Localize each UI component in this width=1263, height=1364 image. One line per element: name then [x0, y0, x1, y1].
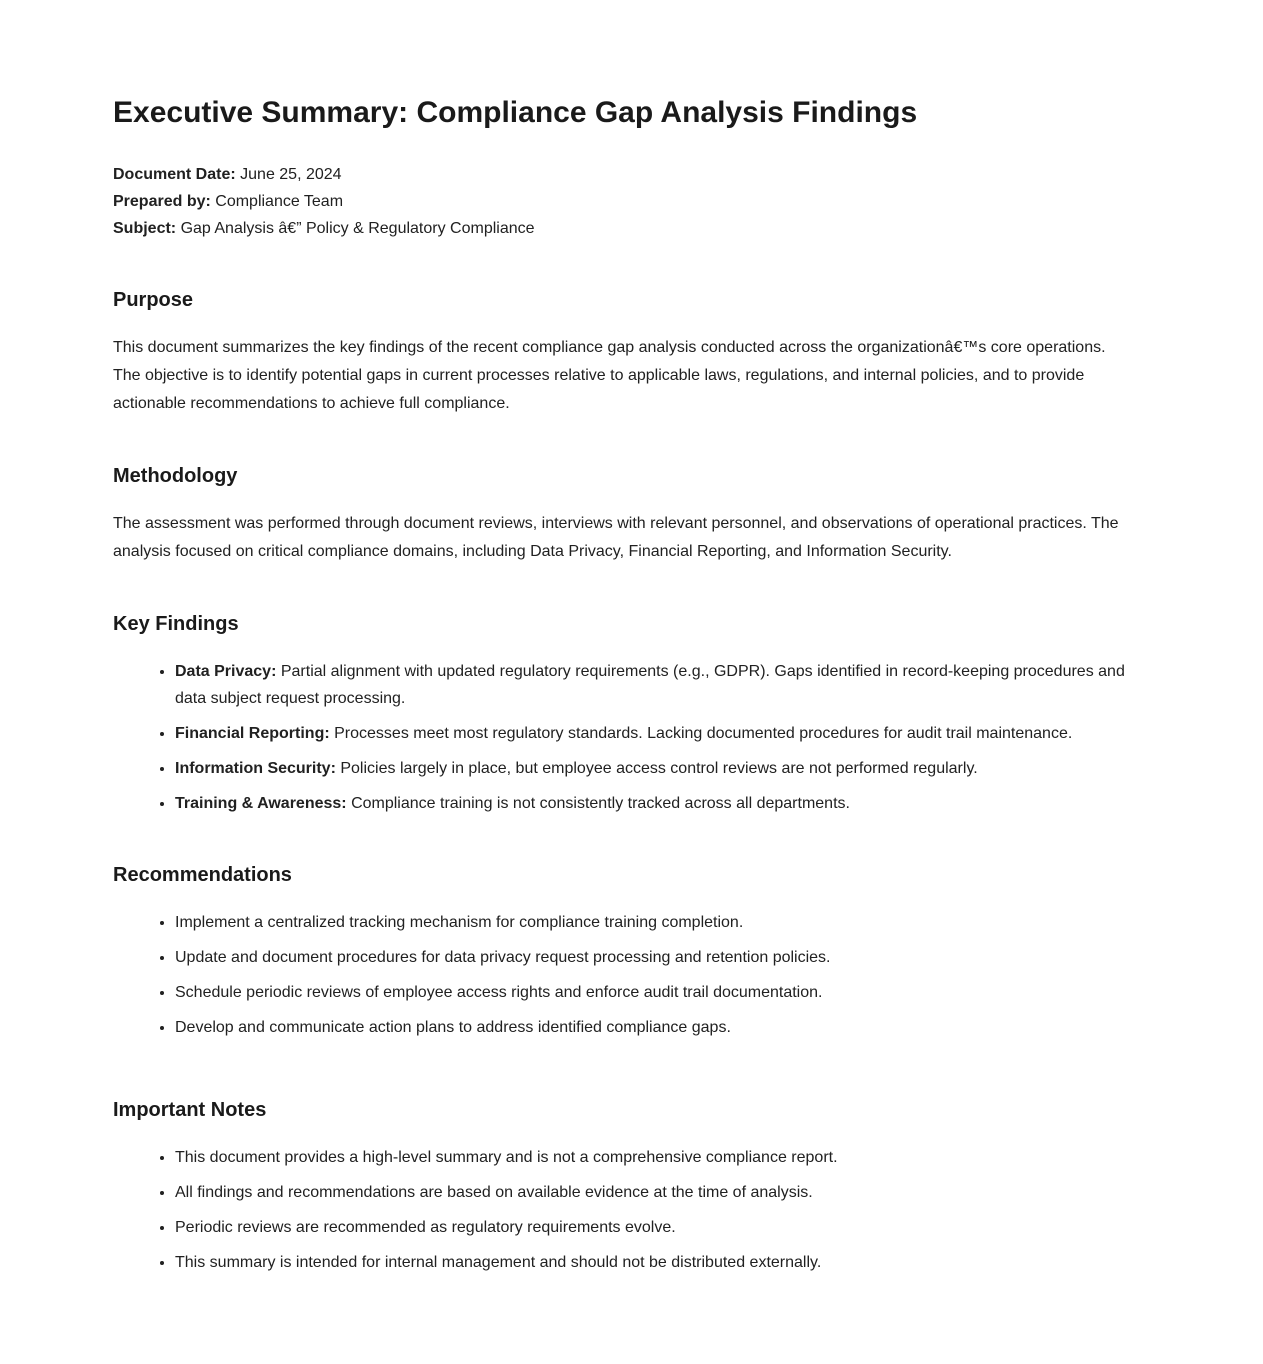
finding-label: Training & Awareness:: [175, 795, 347, 812]
meta-line-prepared-by: [113, 188, 1133, 215]
list-item: • This document provides a high-level summary and is not a comprehensive compliance report.: [175, 1144, 1133, 1171]
section-recommendations: [113, 862, 1133, 1041]
list-item: • Periodic reviews are recommended as regulatory requirements evolve.: [175, 1214, 1133, 1241]
section-important-notes: [113, 1097, 1133, 1276]
section-heading-recommendations: Recommendations: [113, 864, 292, 886]
meta-value: June 25, 2024: [240, 166, 342, 183]
page-title: Executive Summary: Compliance Gap Analysis Findings: [113, 96, 918, 129]
list-item: • Schedule periodic reviews of employee access rights and enforce audit trail documentation.: [175, 979, 1133, 1006]
meta-value: Gap Analysis â€” Policy & Regulatory Compliance: [180, 220, 535, 237]
finding-label: Data Privacy:: [175, 663, 277, 680]
finding-text: Processes meet most regulatory standards. Lacking documented procedures for audit trail maintenance.: [334, 725, 1073, 742]
section-purpose: [113, 287, 1133, 418]
section-heading-methodology: Methodology: [113, 465, 238, 487]
purpose-paragraph: This document summarizes the key findings of the recent compliance gap analysis conducted across the organizationâ€™s core operations. The objective is to identify potential gaps in current processes relative to applicable laws, regulations, and internal policies, and to provide actionable recommendations to achieve full compliance.: [113, 339, 1106, 412]
finding-text: Policies largely in place, but employee access control reviews are not performed regularly.: [340, 760, 978, 777]
list-item: • Develop and communicate action plans to address identified compliance gaps.: [175, 1014, 1133, 1041]
list-item: [175, 720, 1133, 747]
methodology-paragraph: The assessment was performed through document reviews, interviews with relevant personnel, and observations of operational practices. The analysis focused on critical compliance domains, including Data Privacy, Financial Reporting, and Information Security.: [113, 515, 1119, 560]
key-findings-list: [113, 658, 1133, 817]
section-heading-key-findings: Key Findings: [113, 613, 239, 635]
list-item: [175, 790, 1133, 817]
meta-label: Prepared by:: [113, 193, 211, 210]
finding-text: Compliance training is not consistently tracked across all departments.: [351, 795, 850, 812]
list-item: • This summary is intended for internal management and should not be distributed externally.: [175, 1249, 1133, 1276]
list-item: [175, 755, 1133, 782]
section-key-findings: [113, 611, 1133, 817]
finding-label: Financial Reporting:: [175, 725, 330, 742]
meta-block: [113, 161, 1133, 242]
recommendations-list: [113, 909, 1133, 1041]
section-heading-purpose: Purpose: [113, 289, 194, 311]
list-item: • Update and document procedures for data privacy request processing and retention policies.: [175, 944, 1133, 971]
meta-value: Compliance Team: [215, 193, 344, 210]
finding-label: Information Security:: [175, 760, 336, 777]
list-item: • All findings and recommendations are based on available evidence at the time of analysis.: [175, 1179, 1133, 1206]
list-item: • Implement a centralized tracking mechanism for compliance training completion.: [175, 909, 1133, 936]
list-item: [175, 658, 1133, 712]
section-methodology: [113, 463, 1133, 566]
important-notes-list: [113, 1144, 1133, 1276]
section-heading-important-notes: Important Notes: [113, 1099, 267, 1121]
meta-label: Document Date:: [113, 166, 236, 183]
meta-label: Subject:: [113, 220, 177, 237]
finding-text: Partial alignment with updated regulatory requirements (e.g., GDPR). Gaps identified in record-keeping procedures and data subject request processing.: [175, 663, 1125, 707]
meta-line-document-date: [113, 161, 1133, 188]
meta-line-subject: [113, 215, 1133, 242]
